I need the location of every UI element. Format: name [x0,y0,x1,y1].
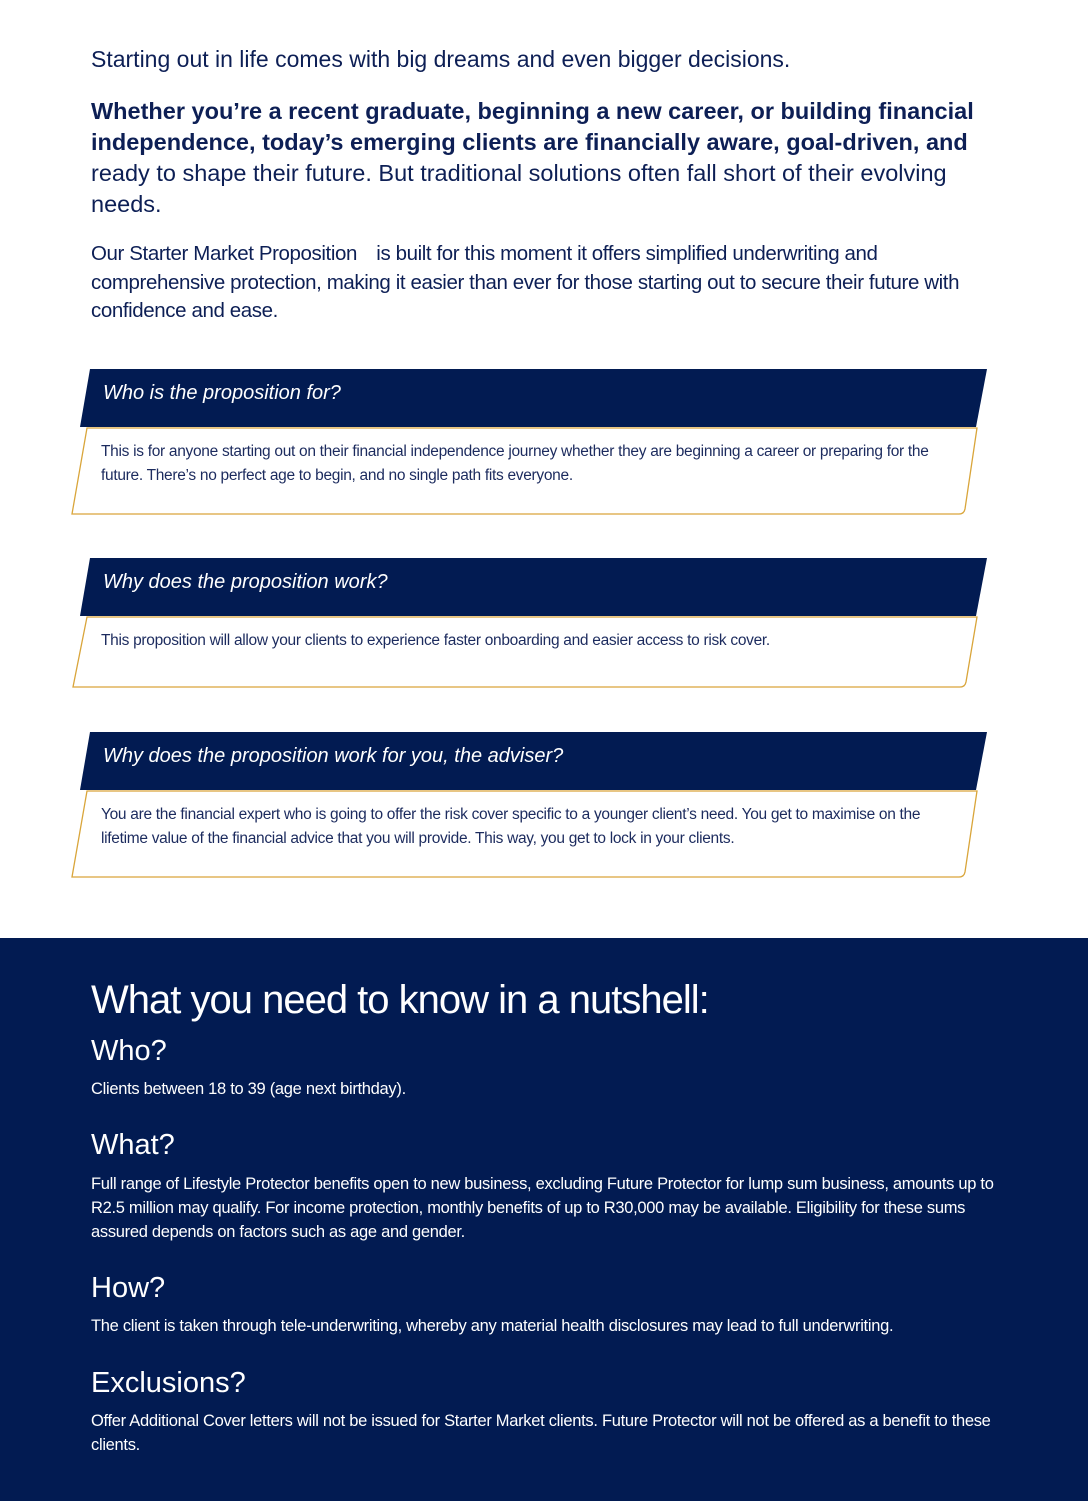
proposition-name: Our Starter Market Proposition [91,242,357,265]
proposition-text: is built for this moment it offers simplified underwriting and comprehensive protection, making it easier than ever for those starting out to secure their future with confidence and ease. [91,242,960,322]
card-heading: Who is the proposition for? [103,382,341,404]
section-text-what: Full range of Lifestyle Protector benefits open to new business, excluding Future Protector for lump sum business, amounts up to R2.5 million may qualify. For income protection, monthly benefits of up to R30,000 may be available. Eligibility for these sums assured depends on factors such as age and gender. [91,1175,994,1241]
intro-paragraph-regular: ready to shape their future. But traditional solutions often fall short of their evolving needs. [91,160,947,217]
card-body: You are the financial expert who is going to offer the risk cover specific to a younger client’s need. You get to maximise on the lifetime value of the financial advice that you will provide. This way, you get to lock in your clients. [101,806,921,847]
section-heading-what: What? [91,1129,175,1161]
nutshell-title: What you need to know in a nutshell: [91,978,709,1022]
section-text-exclusions: Offer Additional Cover letters will not be issued for Starter Market clients. Future Protector will not be offered as a benefit to these clients. [91,1412,991,1454]
section-heading-who: Who? [91,1035,167,1067]
section-heading-how: How? [91,1272,166,1304]
card-why-works [70,558,988,690]
card-body: This proposition will allow your clients to experience faster onboarding and easier access to risk cover. [101,632,770,649]
intro-paragraph-bold: Whether you’re a recent graduate, beginning a new career, or building financial independence, today’s emerging clients are financially aware, goal-driven, and [91,98,974,155]
section-text-who: Clients between 18 to 39 (age next birthday). [91,1080,406,1098]
section-text-how: The client is taken through tele-underwriting, whereby any material health disclosures may lead to full underwriting. [91,1317,894,1335]
section-heading-exclusions: Exclusions? [91,1367,246,1399]
card-heading: Why does the proposition work for you, the adviser? [103,745,564,767]
card-who [70,369,988,517]
card-heading: Why does the proposition work? [103,571,388,593]
card-body: This is for anyone starting out on their financial independence journey whether they are beginning a career or preparing for the future. There’s no perfect age to begin, and no single path fits everyone. [101,443,929,484]
intro-paragraph [91,96,1011,220]
proposition-description [91,240,1001,326]
nutshell-section [0,938,1088,1501]
card-why-adviser [70,732,988,880]
intro-lead: Starting out in life comes with big dreams and even bigger decisions. [91,46,791,72]
